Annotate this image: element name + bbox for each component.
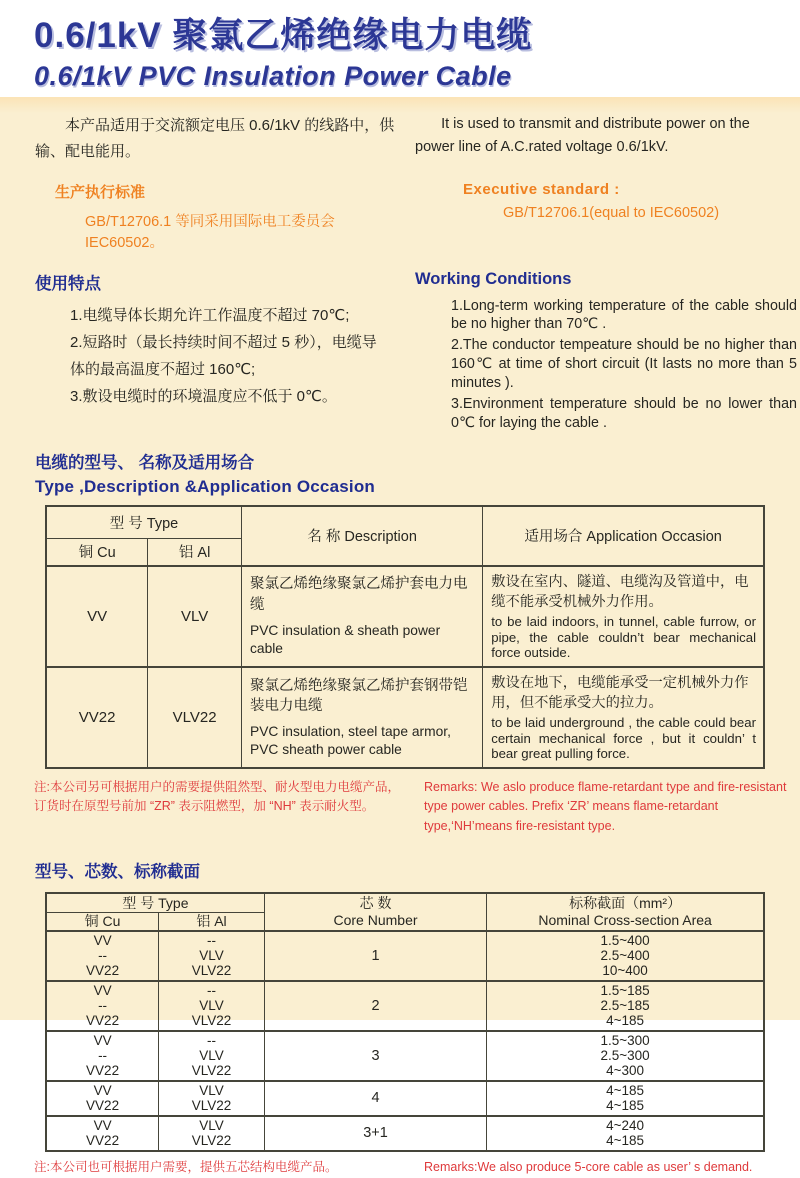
description-zh: 聚氯乙烯绝缘聚氯乙烯护套电力电缆 (250, 576, 468, 613)
working-conditions-heading: Working Conditions (415, 269, 572, 288)
section1-heading-en: Type ,Description &Application Occasion (35, 476, 375, 496)
cell-description (242, 566, 483, 667)
remarks-row-1 (0, 778, 800, 836)
features-block-zh (35, 270, 405, 410)
intro-paragraph-en: It is used to transmit and distribute power on the power line of A.C.rated voltage 0.6/1kV. (415, 116, 750, 156)
cell-core-number: 3+1 (264, 1116, 486, 1151)
page-title-en: 0.6/1kV PVC Insulation Power Cable (34, 61, 512, 91)
core-number-en: Core Number (333, 912, 418, 929)
col-header-cu: 铜 Cu (46, 539, 148, 566)
cell-core-number: 1 (264, 931, 486, 981)
table-row (46, 667, 764, 768)
features-heading-zh: 使用特点 (35, 274, 101, 293)
col-header-al: 铝 Al (159, 913, 265, 932)
standard-text-en: GB/T12706.1(equal to IEC60502) (503, 204, 720, 221)
table-row (46, 931, 764, 981)
page-header (0, 0, 800, 97)
table-row (46, 1116, 764, 1151)
core-number-zh: 芯 数 (359, 895, 392, 912)
remark-en: Remarks:We also produce 5-core cable as user’ s demand. (424, 1160, 753, 1175)
col-header-type: 型 号 Type (46, 506, 242, 539)
feature-item: 3.敷设电缆时的环境温度应不低于 0℃。 (70, 387, 337, 405)
cell-cu-models: VV -- VV22 (46, 931, 159, 981)
application-en: to be laid indoors, in tunnel, cable furrow, or pipe, the cable couldn’t bear mechanical force outside. (491, 613, 756, 661)
cell-type-al: VLV (148, 566, 242, 667)
cell-al-models: VLV VLV22 (159, 1116, 265, 1151)
cell-core-number: 4 (264, 1081, 486, 1116)
feature-item: 1.电缆导体长期允许工作温度不超过 70℃; (70, 306, 350, 324)
standard-heading-zh: 生产执行标准 (55, 183, 146, 201)
standard-block-en (415, 181, 790, 221)
standard-heading-en: Executive standard : (463, 180, 620, 198)
table-row (46, 981, 764, 1031)
cell-al-models: -- VLV VLV22 (159, 1031, 265, 1081)
cell-sizes: 4~240 4~185 (487, 1116, 764, 1151)
col-header-cu: 铜 Cu (46, 913, 159, 932)
col-header-description: 名 称 Description (242, 506, 483, 566)
remark-en: Remarks: We aslo produce flame-retardant type and fire-resistant type power cables. Prefix ‘ZR’ means flame-retardant type,‘NH’means fire-resistant type. (424, 779, 787, 833)
working-conditions-block (415, 269, 797, 435)
table-row (46, 1031, 764, 1081)
features-list-zh (35, 302, 390, 410)
cell-cu-models: VV VV22 (46, 1081, 159, 1116)
cell-sizes: 1.5~300 2.5~300 4~300 (487, 1031, 764, 1081)
table-row (46, 1081, 764, 1116)
description-en: PVC insulation, steel tape armor, PVC sheath power cable (250, 724, 451, 758)
condition-item: 2.The conductor tempeature should be no higher than 160℃ at time of short circuit (It lasts no more than 5 minutes ). (451, 337, 797, 391)
standard-text-zh: GB/T12706.1 等同采用国际电工委员会 IEC60502。 (85, 213, 335, 251)
application-zh: 敷设在地下，电缆能承受一定机械外力作用，但不能承受大的拉力。 (491, 674, 749, 712)
cell-type-cu: VV (46, 566, 148, 667)
page-title-zh: 0.6/1kV 聚氯乙烯绝缘电力电缆 (34, 16, 533, 55)
description-en: PVC insulation & sheath power cable (250, 622, 441, 656)
standard-block-zh (35, 181, 405, 252)
cell-core-number: 3 (264, 1031, 486, 1081)
section2-heading-zh: 型号、芯数、标称截面 (35, 862, 200, 881)
table-row (46, 566, 764, 667)
condition-item: 1.Long-term working temperature of the cable should be no higher than 70℃ . (451, 297, 797, 333)
col-header-core-number (264, 893, 486, 932)
application-zh: 敷设在室内、隧道、电缆沟及管道中，电缆不能承受机械外力作用。 (491, 573, 749, 611)
cell-sizes: 4~185 4~185 (487, 1081, 764, 1116)
intro-row (0, 113, 800, 166)
cell-type-al: VLV22 (148, 667, 242, 768)
cell-cu-models: VV -- VV22 (46, 981, 159, 1031)
cell-sizes: 1.5~400 2.5~400 10~400 (487, 931, 764, 981)
cell-type-cu: VV22 (46, 667, 148, 768)
remark-zh: 注:本公司也可根据用户需要，提供五芯结构电缆产品。 (34, 1160, 338, 1175)
standards-row (0, 181, 800, 252)
cell-application (483, 566, 764, 667)
cross-section-zh: 标称截面（mm²） (569, 895, 682, 912)
table-header-row (46, 893, 764, 913)
intro-paragraph-zh: 本产品适用于交流额定电压 0.6/1kV 的线路中，供输、配电能用。 (35, 117, 395, 161)
cell-al-models: -- VLV VLV22 (159, 981, 265, 1031)
cell-cu-models: VV VV22 (46, 1116, 159, 1151)
feature-item: 2.短路时（最长持续时间不超过 5 秒），电缆导体的最高温度不超过 160℃; (70, 333, 377, 378)
application-en: to be laid underground , the cable could bear certain mechanical force , but it couldn’ t bear great pulling force. (491, 715, 756, 762)
working-conditions-list (415, 297, 797, 433)
cell-cu-models: VV -- VV22 (46, 1031, 159, 1081)
cell-al-models: -- VLV VLV22 (159, 931, 265, 981)
section1-heading-block (35, 449, 800, 497)
remark-zh: 注:本公司另可根据用户的需要提供阻然型、耐火型电力电缆产品，订货时在原型号前加 “ZR” 表示阻燃型，加 “NH” 表示耐火型。 (34, 779, 400, 814)
type-description-table (45, 505, 765, 769)
col-header-cross-section (487, 893, 764, 932)
condition-item: 3.Environment temperature should be no lower than 0℃ for laying the cable . (451, 395, 797, 431)
cross-section-en: Nominal Cross-section Area (538, 912, 712, 929)
section1-heading-zh: 电缆的型号、 名称及适用场合 (35, 453, 255, 472)
col-header-type: 型 号 Type (46, 893, 264, 913)
cell-description (242, 667, 483, 768)
table-header-row (46, 506, 764, 539)
page-content (0, 97, 800, 1175)
model-core-section-table (45, 892, 765, 1153)
features-row (0, 270, 800, 435)
cell-core-number: 2 (264, 981, 486, 1031)
cell-application (483, 667, 764, 768)
description-zh: 聚氯乙烯绝缘聚氯乙烯护套钢带铠装电力电缆 (250, 677, 468, 714)
remarks-row-2 (0, 1158, 800, 1177)
cell-al-models: VLV VLV22 (159, 1081, 265, 1116)
col-header-application: 适用场合 Application Occasion (483, 506, 764, 566)
cell-sizes: 1.5~185 2.5~185 4~185 (487, 981, 764, 1031)
col-header-al: 铝 Al (148, 539, 242, 566)
